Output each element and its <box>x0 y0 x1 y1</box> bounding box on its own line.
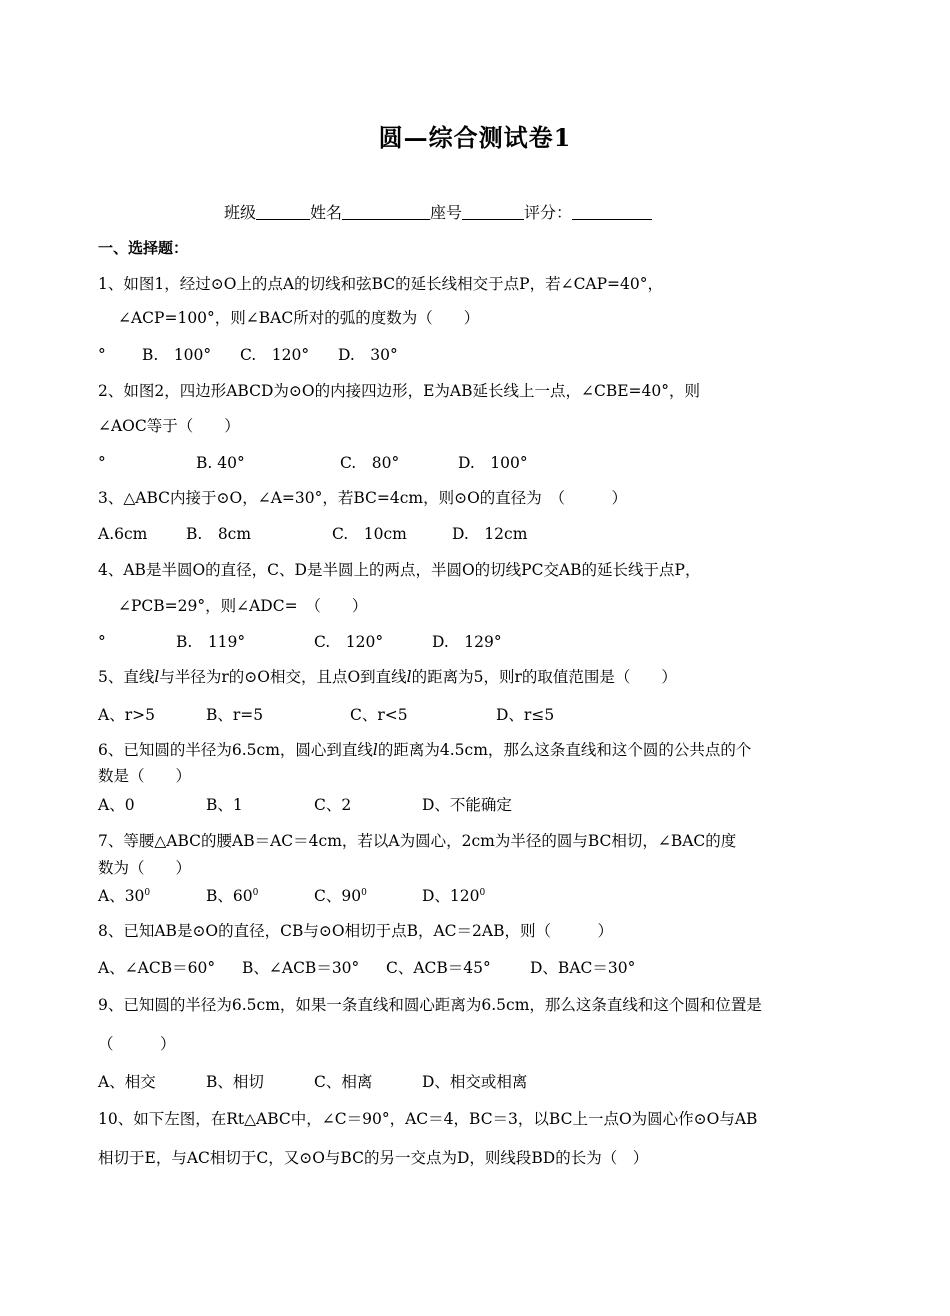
name-blank[interactable] <box>342 205 430 220</box>
option-a[interactable] <box>98 886 206 906</box>
question-7-options <box>98 886 485 906</box>
option-d[interactable] <box>422 886 485 906</box>
seat-label: 座号 <box>430 203 463 222</box>
question-4-stem: 4、AB是半圆O的直径，C、D是半圆上的两点，半圆O的切线PC交AB的延长线于点P， <box>98 561 701 579</box>
option-b[interactable]: B、r=5 <box>206 706 264 724</box>
question-10-stem-cont: 相切于E，与AC相切于C，又⊙O与BC的另一交点为D，则线段BD的长为（ ） <box>98 1149 649 1167</box>
option-a[interactable]: ° <box>98 346 106 364</box>
question-2-options <box>98 453 528 473</box>
option-d[interactable]: D. 129° <box>432 633 502 651</box>
section-heading: 一、选择题： <box>98 239 189 257</box>
question-9-options <box>98 1072 527 1092</box>
question-6-stem-cont: 数是（ ） <box>98 767 192 785</box>
option-b[interactable]: B、1 <box>206 796 243 814</box>
option-b[interactable]: B、∠ACB＝30° <box>242 959 360 977</box>
question-4-stem-cont: ∠PCB=29°，则∠ADC= （ ） <box>118 597 368 615</box>
class-blank[interactable] <box>256 205 310 220</box>
option-b[interactable]: B. 8cm <box>186 525 252 543</box>
option-a[interactable]: A、0 <box>98 796 135 814</box>
question-6-stem <box>98 740 751 760</box>
line-symbol: l <box>406 668 412 686</box>
question-8-stem: 8、已知AB是⊙O的直径，CB与⊙O相切于点B，AC＝2AB，则（ ） <box>98 922 613 940</box>
option-a[interactable]: A、r>5 <box>98 706 155 724</box>
question-2-stem: 2、如图2，四边形ABCD为⊙O的内接四边形，E为AB延长线上一点，∠CBE=40°，则 <box>98 382 700 400</box>
student-info-line <box>224 200 652 223</box>
score-blank[interactable] <box>572 205 652 220</box>
question-8-options <box>98 958 635 978</box>
stem-text: 6、已知圆的半径为6.5cm，圆心到直线 <box>98 741 373 759</box>
option-d[interactable]: D. 30° <box>338 346 398 364</box>
option-c-text: C、90 <box>314 887 362 905</box>
option-b[interactable]: B、相切 <box>206 1073 264 1091</box>
option-d[interactable]: D、r≤5 <box>496 706 555 724</box>
option-b-text: B、60 <box>206 887 253 905</box>
question-1-stem-cont: ∠ACP=100°，则∠BAC所对的弧的度数为（ ） <box>118 309 480 327</box>
option-c[interactable]: C. 120° <box>240 346 310 364</box>
option-a-text: A、30 <box>98 887 145 905</box>
option-c[interactable]: C、r<5 <box>350 706 408 724</box>
option-c[interactable]: C、ACB＝45° <box>386 959 491 977</box>
stem-text: 的距离为5，则r的取值范围是（ ） <box>411 668 677 686</box>
option-c[interactable]: C、相离 <box>314 1073 373 1091</box>
class-label: 班级 <box>224 203 257 222</box>
option-d[interactable]: D、BAC＝30° <box>530 959 636 977</box>
option-a[interactable]: ° <box>98 454 106 472</box>
option-a[interactable]: A.6cm <box>98 525 148 543</box>
question-4-options <box>98 632 502 652</box>
option-b[interactable]: B. 40° <box>196 454 245 472</box>
question-5-options <box>98 705 554 725</box>
option-c[interactable] <box>314 886 422 906</box>
question-9-stem-cont: （ ） <box>98 1035 176 1053</box>
option-b[interactable]: B. 119° <box>176 633 246 651</box>
question-2-stem-cont: ∠AOC等于（ ） <box>98 417 240 435</box>
option-c[interactable]: C. 80° <box>340 454 400 472</box>
line-symbol: l <box>154 668 160 686</box>
page-title: 圆—综合测试卷1 <box>378 123 572 152</box>
option-a[interactable]: A、∠ACB＝60° <box>98 959 216 977</box>
line-symbol: l <box>372 741 378 759</box>
option-a[interactable]: ° <box>98 633 106 651</box>
degree-mark: 0 <box>479 888 486 898</box>
option-d[interactable]: D. 100° <box>458 454 528 472</box>
option-b[interactable] <box>206 886 314 906</box>
option-b[interactable]: B. 100° <box>142 346 212 364</box>
question-7-stem-cont: 数为（ ） <box>98 859 192 877</box>
question-6-options <box>98 795 512 815</box>
question-3-stem: 3、△ABC内接于⊙O，∠A=30°，若BC=4cm，则⊙O的直径为 （ ） <box>98 489 628 507</box>
score-label: 评分： <box>524 203 573 222</box>
option-c[interactable]: C. 10cm <box>332 525 407 543</box>
option-d[interactable]: D、不能确定 <box>422 796 512 814</box>
seat-blank[interactable] <box>462 205 524 220</box>
degree-mark: 0 <box>361 888 367 898</box>
name-label: 姓名 <box>310 203 343 222</box>
stem-text: 与半径为r的⊙O相交，且点O到直线 <box>159 668 407 686</box>
question-1-options <box>98 345 398 365</box>
option-c[interactable]: C. 120° <box>314 633 384 651</box>
option-c[interactable]: C、2 <box>314 796 352 814</box>
stem-text: 的距离为4.5cm，那么这条直线和这个圆的公共点的个 <box>377 741 752 759</box>
question-9-stem: 9、已知圆的半径为6.5cm，如果一条直线和圆心距离为6.5cm，那么这条直线和这个圆和位置是 <box>98 996 762 1014</box>
option-d-text: D、120 <box>422 887 480 905</box>
option-d[interactable]: D. 12cm <box>452 525 528 543</box>
degree-mark: 0 <box>252 888 259 898</box>
option-a[interactable]: A、相交 <box>98 1073 156 1091</box>
question-1-stem: 1、如图1，经过⊙O上的点A的切线和弦BC的延长线相交于点P，若∠CAP=40°， <box>98 275 664 293</box>
question-7-stem: 7、等腰△ABC的腰AB＝AC＝4cm，若以A为圆心，2cm为半径的圆与BC相切，∠BAC的度 <box>98 832 737 850</box>
question-10-stem: 10、如下左图，在Rt△ABC中，∠C＝90°，AC＝4，BC＝3，以BC上一点O为圆心作⊙O与AB <box>98 1110 758 1128</box>
question-5-stem <box>98 667 677 687</box>
stem-text: 5、直线 <box>98 668 155 686</box>
option-d[interactable]: D、相交或相离 <box>422 1073 528 1091</box>
question-3-options <box>98 524 527 544</box>
degree-mark: 0 <box>144 888 151 898</box>
